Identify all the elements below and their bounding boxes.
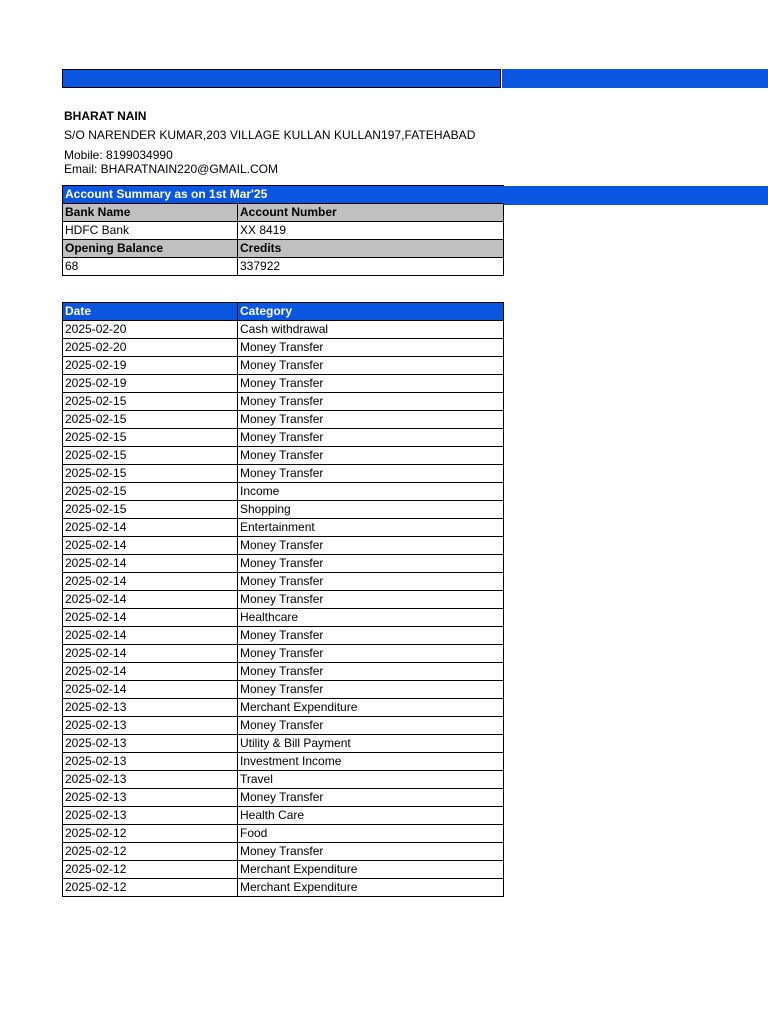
- transaction-date: 2025-02-15: [63, 447, 238, 465]
- transaction-category: Money Transfer: [238, 573, 504, 591]
- transaction-date: 2025-02-20: [63, 339, 238, 357]
- table-row: [63, 321, 504, 339]
- table-row: [63, 609, 504, 627]
- transaction-category: Money Transfer: [238, 411, 504, 429]
- transaction-category: Money Transfer: [238, 465, 504, 483]
- transaction-category: Merchant Expenditure: [238, 879, 504, 897]
- transaction-category: Utility & Bill Payment: [238, 735, 504, 753]
- transactions-table: [62, 302, 504, 897]
- summary-title-row: [63, 186, 504, 204]
- summary-header-row: [63, 204, 504, 222]
- header-bar: [62, 69, 501, 88]
- table-row: [63, 573, 504, 591]
- transaction-category: Money Transfer: [238, 843, 504, 861]
- summary-value-row: [63, 258, 504, 276]
- summary-value-row: [63, 222, 504, 240]
- transaction-date: 2025-02-13: [63, 789, 238, 807]
- transaction-category: Money Transfer: [238, 591, 504, 609]
- transaction-date: 2025-02-12: [63, 825, 238, 843]
- transaction-date: 2025-02-14: [63, 609, 238, 627]
- date-column-header: Date: [63, 303, 238, 321]
- table-row: [63, 879, 504, 897]
- transaction-category: Health Care: [238, 807, 504, 825]
- transaction-category: Food: [238, 825, 504, 843]
- table-row: [63, 843, 504, 861]
- transaction-date: 2025-02-13: [63, 753, 238, 771]
- transaction-date: 2025-02-14: [63, 627, 238, 645]
- transaction-category: Money Transfer: [238, 681, 504, 699]
- transaction-category: Healthcare: [238, 609, 504, 627]
- transaction-category: Money Transfer: [238, 375, 504, 393]
- transaction-date: 2025-02-12: [63, 861, 238, 879]
- transaction-date: 2025-02-15: [63, 501, 238, 519]
- transaction-category: Travel: [238, 771, 504, 789]
- summary-title: Account Summary as on 1st Mar'25: [63, 186, 504, 204]
- table-row: [63, 429, 504, 447]
- table-row: [63, 555, 504, 573]
- transaction-category: Shopping: [238, 501, 504, 519]
- transactions-body: [63, 321, 504, 897]
- table-row: [63, 537, 504, 555]
- opening-balance-label: Opening Balance: [63, 240, 238, 258]
- transaction-date: 2025-02-19: [63, 375, 238, 393]
- transaction-date: 2025-02-14: [63, 519, 238, 537]
- transaction-date: 2025-02-14: [63, 573, 238, 591]
- account-number-label: Account Number: [238, 204, 504, 222]
- transaction-date: 2025-02-15: [63, 483, 238, 501]
- table-row: [63, 861, 504, 879]
- transaction-category: Money Transfer: [238, 357, 504, 375]
- transaction-category: Money Transfer: [238, 429, 504, 447]
- transaction-category: Cash withdrawal: [238, 321, 504, 339]
- customer-mobile: Mobile: 8199034990: [64, 148, 173, 162]
- opening-balance-value: 68: [63, 258, 238, 276]
- transaction-category: Income: [238, 483, 504, 501]
- transaction-date: 2025-02-14: [63, 645, 238, 663]
- transaction-category: Entertainment: [238, 519, 504, 537]
- transaction-date: 2025-02-13: [63, 717, 238, 735]
- table-row: [63, 339, 504, 357]
- transaction-category: Money Transfer: [238, 789, 504, 807]
- customer-name: BHARAT NAIN: [64, 109, 147, 123]
- bank-name-value: HDFC Bank: [63, 222, 238, 240]
- table-row: [63, 627, 504, 645]
- transaction-date: 2025-02-12: [63, 879, 238, 897]
- table-row: [63, 591, 504, 609]
- table-row: [63, 357, 504, 375]
- table-row: [63, 825, 504, 843]
- table-row: [63, 753, 504, 771]
- transaction-category: Investment Income: [238, 753, 504, 771]
- transaction-category: Money Transfer: [238, 339, 504, 357]
- transactions-header-row: [63, 303, 504, 321]
- transaction-category: Merchant Expenditure: [238, 861, 504, 879]
- table-row: [63, 411, 504, 429]
- transaction-date: 2025-02-14: [63, 663, 238, 681]
- transaction-date: 2025-02-12: [63, 843, 238, 861]
- transaction-date: 2025-02-13: [63, 735, 238, 753]
- transaction-category: Money Transfer: [238, 447, 504, 465]
- bank-name-label: Bank Name: [63, 204, 238, 222]
- transaction-date: 2025-02-20: [63, 321, 238, 339]
- table-row: [63, 483, 504, 501]
- transaction-category: Money Transfer: [238, 663, 504, 681]
- customer-address: S/O NARENDER KUMAR,203 VILLAGE KULLAN KULLAN197,FATEHABAD: [64, 128, 476, 142]
- transaction-category: Money Transfer: [238, 537, 504, 555]
- transaction-date: 2025-02-14: [63, 537, 238, 555]
- category-column-header: Category: [238, 303, 504, 321]
- transaction-date: 2025-02-14: [63, 555, 238, 573]
- table-row: [63, 447, 504, 465]
- table-row: [63, 681, 504, 699]
- credits-value: 337922: [238, 258, 504, 276]
- transaction-date: 2025-02-15: [63, 465, 238, 483]
- transaction-category: Money Transfer: [238, 717, 504, 735]
- table-row: [63, 789, 504, 807]
- transaction-date: 2025-02-13: [63, 771, 238, 789]
- table-row: [63, 393, 504, 411]
- transaction-category: Money Transfer: [238, 393, 504, 411]
- summary-header-row: [63, 240, 504, 258]
- transaction-date: 2025-02-13: [63, 699, 238, 717]
- credits-label: Credits: [238, 240, 504, 258]
- table-row: [63, 699, 504, 717]
- table-row: [63, 717, 504, 735]
- table-row: [63, 735, 504, 753]
- transaction-date: 2025-02-15: [63, 393, 238, 411]
- account-number-value: XX 8419: [238, 222, 504, 240]
- header-bar-extension: [502, 69, 768, 88]
- table-row: [63, 771, 504, 789]
- transaction-category: Money Transfer: [238, 627, 504, 645]
- transaction-date: 2025-02-15: [63, 429, 238, 447]
- table-row: [63, 663, 504, 681]
- transaction-category: Money Transfer: [238, 555, 504, 573]
- summary-header-extension: [502, 186, 768, 205]
- table-row: [63, 501, 504, 519]
- account-summary-table: [62, 185, 504, 276]
- transaction-date: 2025-02-19: [63, 357, 238, 375]
- transaction-date: 2025-02-14: [63, 681, 238, 699]
- table-row: [63, 519, 504, 537]
- table-row: [63, 375, 504, 393]
- transaction-date: 2025-02-13: [63, 807, 238, 825]
- transaction-category: Money Transfer: [238, 645, 504, 663]
- table-row: [63, 807, 504, 825]
- transaction-date: 2025-02-15: [63, 411, 238, 429]
- table-row: [63, 465, 504, 483]
- table-row: [63, 645, 504, 663]
- transaction-category: Merchant Expenditure: [238, 699, 504, 717]
- customer-email: Email: BHARATNAIN220@GMAIL.COM: [64, 162, 279, 176]
- transaction-date: 2025-02-14: [63, 591, 238, 609]
